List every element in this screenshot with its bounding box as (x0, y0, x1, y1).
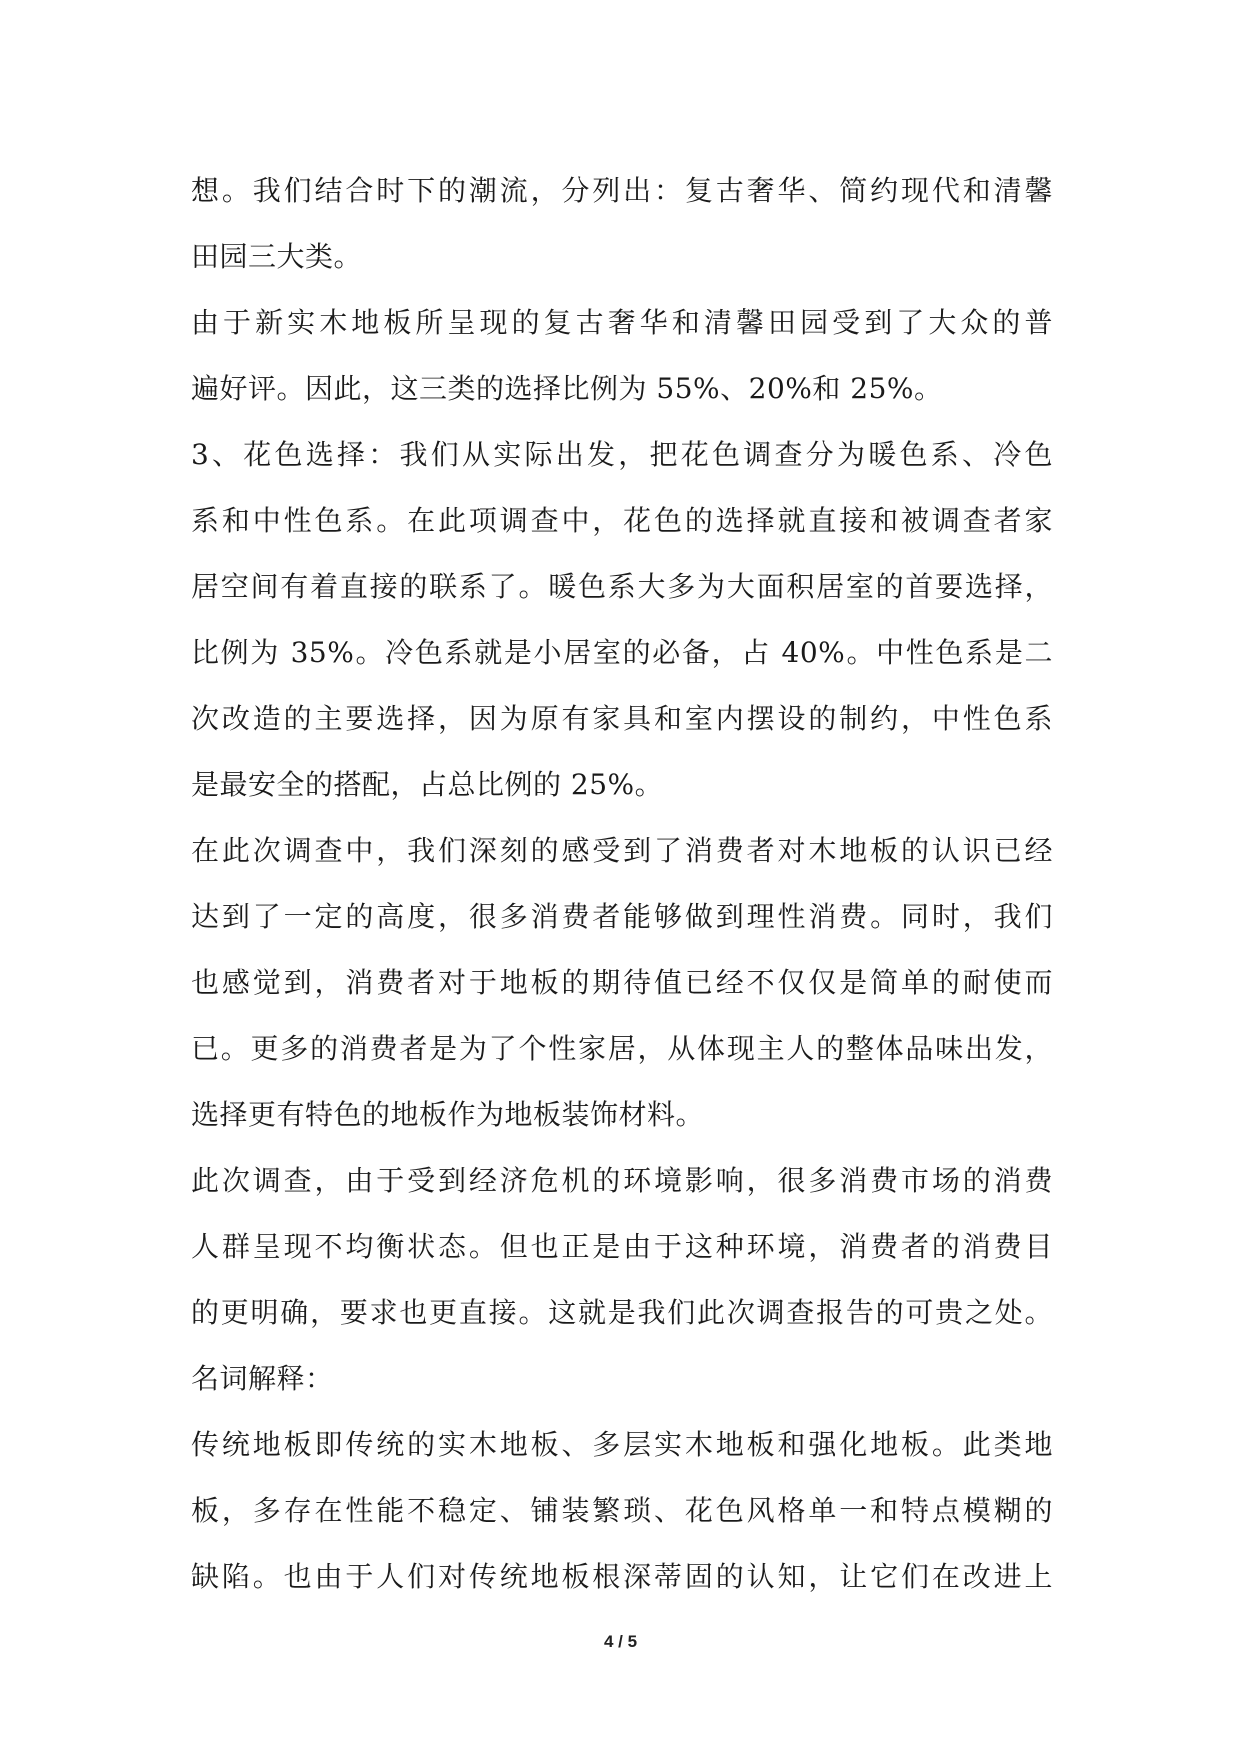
text-line: 名词解释： (191, 1362, 334, 1395)
text-line: 选择更有特色的地板作为地板装饰材料。 (191, 1098, 705, 1131)
text-line: 也感觉到，消费者对于地板的期待值已经不仅仅是简单的耐使而 (191, 966, 1053, 999)
text-line: 田园三大类。 (191, 240, 363, 273)
text-line: 已。更多的消费者是为了个性家居，从体现主人的整体品味出发， (191, 1032, 1053, 1065)
text-line: 3、花色选择：我们从实际出发，把花色调查分为暖色系、冷色 (191, 438, 1053, 471)
text-line: 遍好评。因此，这三类的选择比例为 55%、20%和 25%。 (191, 372, 943, 405)
text-line: 缺陷。也由于人们对传统地板根深蒂固的认知，让它们在改进上 (191, 1560, 1053, 1593)
text-line: 居空间有着直接的联系了。暖色系大多为大面积居室的首要选择， (191, 570, 1053, 603)
text-line: 板，多存在性能不稳定、铺装繁琐、花色风格单一和特点模糊的 (191, 1494, 1053, 1527)
text-line: 此次调查，由于受到经济危机的环境影响，很多消费市场的消费 (191, 1164, 1053, 1197)
text-line: 的更明确，要求也更直接。这就是我们此次调查报告的可贵之处。 (191, 1296, 1053, 1329)
text-line: 由于新实木地板所呈现的复古奢华和清馨田园受到了大众的普 (191, 306, 1053, 339)
text-line: 达到了一定的高度，很多消费者能够做到理性消费。同时，我们 (191, 900, 1053, 933)
text-line: 比例为 35%。冷色系就是小居室的必备，占 40%。中性色系是二 (191, 636, 1053, 669)
text-line: 系和中性色系。在此项调查中，花色的选择就直接和被调查者家 (191, 504, 1053, 537)
text-line: 在此次调查中，我们深刻的感受到了消费者对木地板的认识已经 (191, 834, 1053, 867)
text-line: 次改造的主要选择，因为原有家具和室内摆设的制约，中性色系 (191, 702, 1053, 735)
document-body (191, 158, 1053, 1610)
text-line: 人群呈现不均衡状态。但也正是由于这种环境，消费者的消费目 (191, 1230, 1053, 1263)
text-line: 是最安全的搭配，占总比例的 25%。 (191, 768, 664, 801)
text-line: 传统地板即传统的实木地板、多层实木地板和强化地板。此类地 (191, 1428, 1053, 1461)
text-line: 想。我们结合时下的潮流，分列出：复古奢华、简约现代和清馨 (191, 174, 1053, 207)
page-number: 4 / 5 (603, 1632, 638, 1651)
